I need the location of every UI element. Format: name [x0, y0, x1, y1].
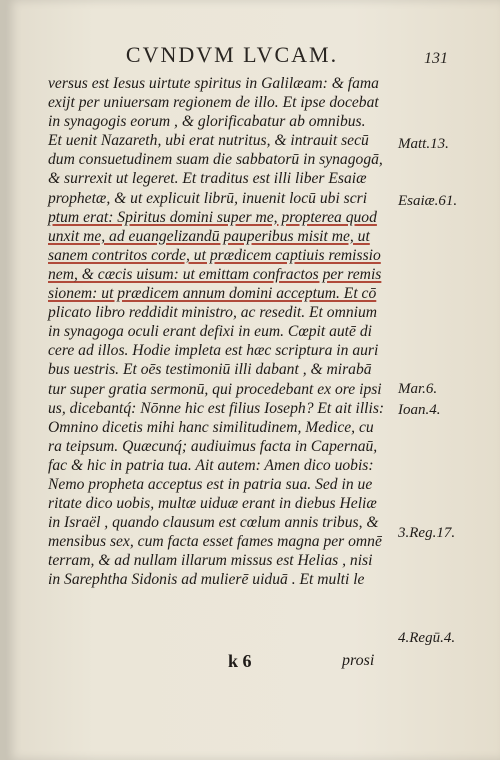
line-text: in Israël , quando clausum est cœlum annis tribus, & [48, 514, 379, 532]
line-text: unxit me, ad euangelizandū pauperibus misit me, ut [48, 227, 370, 245]
text-line [48, 284, 393, 303]
margin-note: Esaiæ.61. [398, 193, 458, 209]
signature-mark: k 6 [228, 651, 252, 671]
margin-note: Ioan.4. [398, 402, 441, 418]
line-text: tur super gratia sermonū, qui procedebant ex ore ipsi [48, 380, 382, 398]
line-text: & surrexit ut legeret. Et traditus est illi liber Esaiæ [48, 170, 367, 188]
margin-note: 4.Regū.4. [398, 630, 456, 646]
line-text: Et uenit Nazareth, ubi erat nutritus, & intrauit secū [48, 132, 369, 150]
line-text: Nemo propheta acceptus est in patria sua. Sed in ue [48, 475, 373, 493]
line-text: cere ad illos. Hodie impleta est hæc scriptura in auri [48, 342, 379, 360]
text-line [48, 513, 393, 532]
text-line [48, 246, 393, 265]
text-line [48, 494, 393, 513]
line-text: terram, & ad nullam illarum missus est Helias , nisi [48, 552, 373, 570]
text-line [48, 322, 393, 341]
line-text: mensibus sex, cum facta esset fames magna per omnē [48, 533, 382, 551]
text-line [48, 437, 393, 456]
running-head: CVNDVM LVCAM. [125, 42, 339, 67]
line-text: in synagogis eorum , & glorificabatur ab omnibus. [48, 113, 366, 131]
line-text: fac & hic in patria tua. Ait autem: Amen dico uobis: [48, 456, 374, 474]
text-line [48, 399, 393, 418]
text-line [48, 112, 393, 131]
text-line [48, 169, 393, 188]
line-text: bus uestris. Et oēs testimoniū illi dabant , & mirabā [48, 361, 372, 379]
line-text: nem, & cæcis uisum: ut emittam confractos per remis [48, 265, 382, 283]
text-line [48, 93, 393, 112]
line-text: sanem contritos corde, ut prædicem captiuis remissio [48, 246, 381, 264]
text-line [48, 456, 393, 475]
line-text: exijt per uniuersam regionem de illo. Et ipse docebat [48, 94, 379, 112]
text-line [48, 189, 393, 208]
text-line [48, 74, 393, 93]
text-line [48, 360, 393, 379]
text-line [48, 265, 393, 284]
text-line [48, 208, 393, 227]
text-line [48, 150, 393, 169]
line-text: in synagoga oculi erant defixi in eum. Cœpit autē di [48, 323, 372, 341]
text-line [48, 475, 393, 494]
line-text: Omnino dicetis mihi hanc similitudinem, Medice, cu [48, 418, 374, 436]
text-line [48, 227, 393, 246]
text-line [48, 551, 393, 570]
text-line [48, 131, 393, 150]
line-text: ptum erat: Spiritus domini super me, propterea quod [48, 208, 377, 226]
line-text: sionem: ut prædicem annum domini acceptum. Et cō [48, 285, 377, 303]
folio-number: 131 [424, 50, 448, 67]
margin-note: Matt.13. [398, 136, 449, 152]
line-text: us, dicebantq́: Nōnne hic est filius Ioseph? Et ait illis: [48, 399, 385, 417]
line-text: in Sarephtha Sidonis ad mulierē uiduā . Et multi le [48, 571, 365, 589]
text-line [48, 303, 393, 322]
margin-note: 3.Reg.17. [398, 525, 456, 541]
body-text [48, 74, 393, 590]
line-text: dum consuetudinem suam die sabbatorū in synagogā, [48, 151, 383, 169]
line-text: ritate dico uobis, multæ uiduæ erant in diebus Heliæ [48, 495, 377, 513]
text-line [48, 532, 393, 551]
text-line [48, 341, 393, 360]
line-text: plicato libro reddidit ministro, ac resedit. Et omnium [48, 304, 378, 322]
text-line [48, 418, 393, 437]
line-text: ra teipsum. Quæcunq́; audiuimus facta in Capernaū, [48, 437, 378, 455]
margin-note: Mar.6. [398, 381, 438, 397]
text-line [48, 570, 393, 589]
line-text: prophetæ, & ut explicuit librū, inuenit locū ubi scri [48, 189, 368, 207]
catchword: prosi [342, 652, 375, 669]
line-text: versus est Iesus uirtute spiritus in Galilæam: & fama [48, 75, 379, 92]
text-line [48, 380, 393, 399]
book-page [6, 0, 500, 760]
